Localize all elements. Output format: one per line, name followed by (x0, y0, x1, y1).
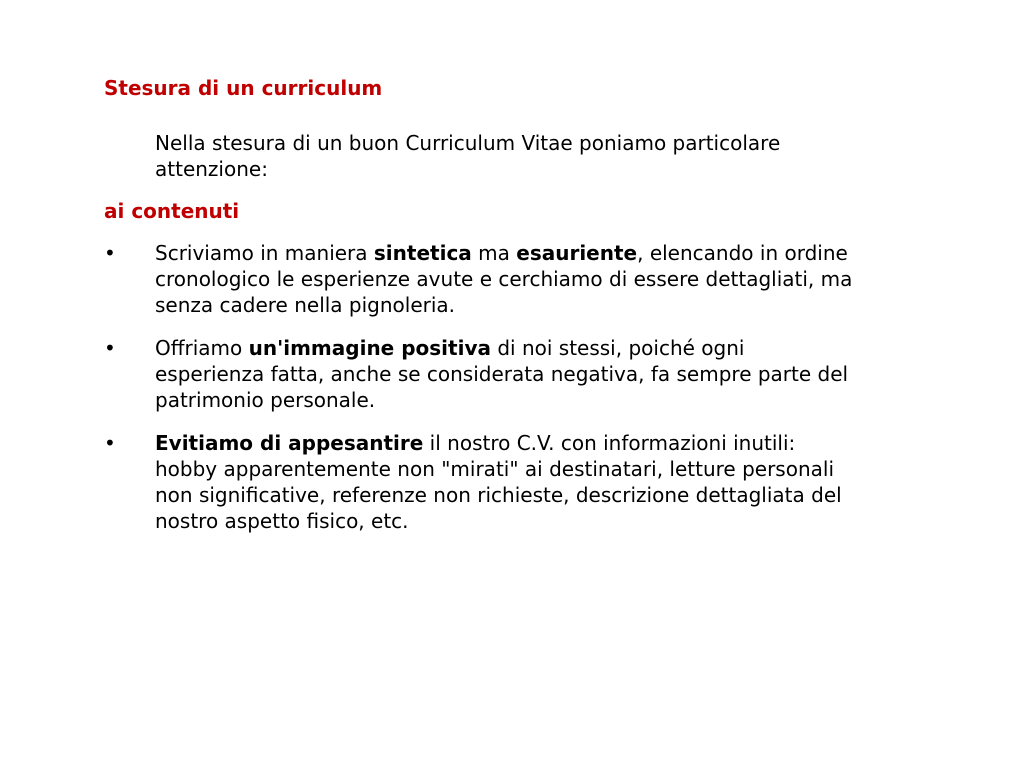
bullet-text-segment: ma (471, 241, 517, 265)
bullet-icon: • (104, 336, 116, 360)
bullet-text-segment: Scriviamo in maniera (155, 241, 374, 265)
bullet-text-segment: di noi stessi, poiché ogni esperienza fatta, anche se considerata negativa, fa sempre parte del patrimonio personale. (155, 336, 849, 412)
bullet-text (155, 430, 855, 534)
section-heading: ai contenuti (104, 199, 240, 223)
bullet-icon: • (104, 241, 116, 265)
bullet-emphasis: sintetica (373, 241, 472, 265)
bullet-emphasis: un'immagine positiva (248, 336, 491, 360)
bullet-icon: • (104, 431, 116, 455)
bullet-emphasis: Evitiamo di appesantire (155, 431, 424, 455)
bullet-text-segment: , elencando in ordine cronologico le esperienze avute e cerchiamo di essere dettagliati, ma senza cadere nella pignoleria. (155, 241, 853, 317)
bullet-text (155, 240, 855, 318)
bullet-text (155, 335, 855, 413)
bullet-text-segment: il nostro C.V. con informazioni inutili: hobby apparentemente non "mirati" ai destinatari, letture personali non significative, referenze non richieste, descrizione dettagliata del nostro aspetto fisico, etc. (155, 431, 842, 533)
slide-title: Stesura di un curriculum (104, 76, 383, 100)
bullet-text-segment: Offriamo (155, 336, 249, 360)
intro-paragraph: Nella stesura di un buon Curriculum Vitae poniamo particolare attenzione: (155, 131, 781, 181)
bullet-emphasis: esauriente (516, 241, 638, 265)
